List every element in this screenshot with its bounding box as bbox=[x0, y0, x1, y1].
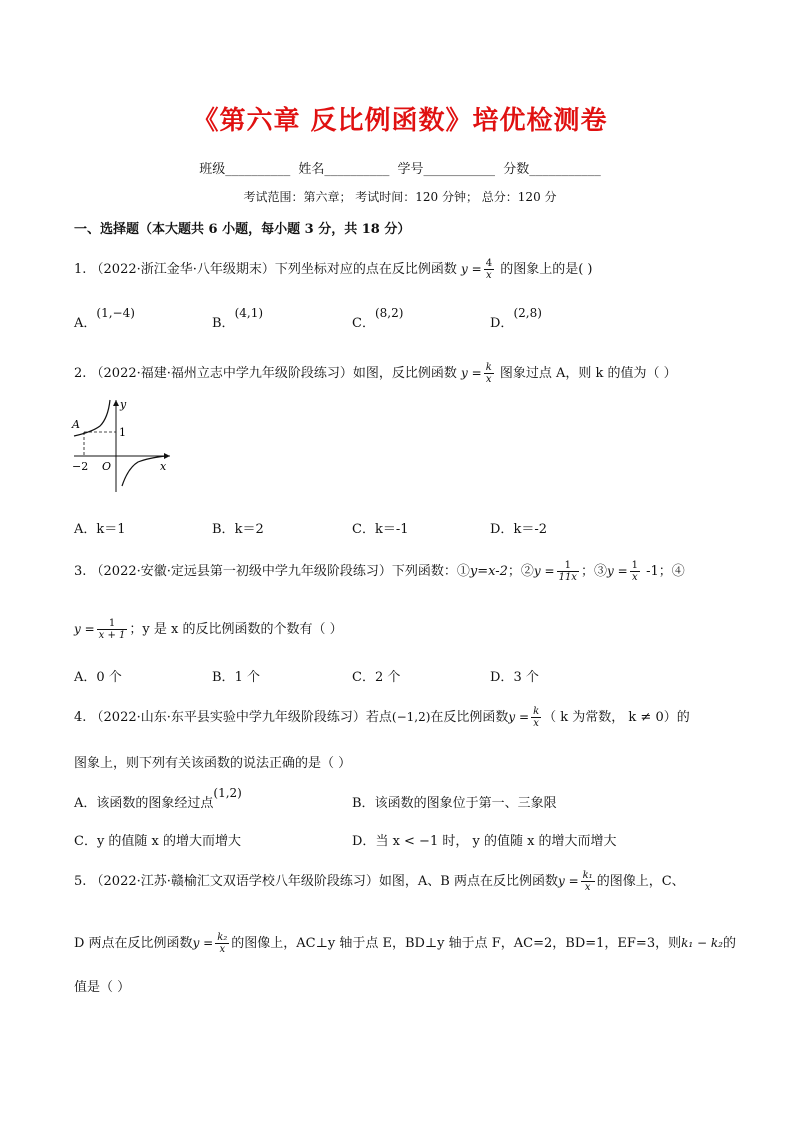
question-5-line-2: D 两点在反比例函数y = $\frac{\text{k₂}}{x}$ 的图像上，AC⊥y 轴于点 E，BD⊥y 轴于点 F，AC=2，BD=1，EF=3，则k₁ − k₂的 bbox=[74, 932, 736, 955]
q1-option-c[interactable]: C．(8,2) bbox=[352, 306, 404, 331]
q2-graph bbox=[70, 396, 180, 496]
q4-option-d[interactable]: D．当 x < −1 时， y 的值随 x 的增大而增大 bbox=[352, 834, 617, 849]
question-3-line-2: y = $\frac{1}{x + 1}$ ；y 是 x 的反比例函数的个数有（ ） bbox=[74, 618, 343, 641]
origin-label: O bbox=[102, 460, 112, 473]
q1-option-a[interactable]: A．(1,−4) bbox=[74, 306, 135, 331]
q1-text: 1. （2022·浙江金华·八年级期末）下列坐标对应的点在反比例函数 bbox=[74, 262, 457, 277]
q3-fraction-3: $\frac{1}{x}$ bbox=[631, 560, 638, 583]
question-2: 2. （2022·福建·福州立志中学九年级阶段练习）如图，反比例函数 y = $\frac{k}{x}$ 图象过点 A，则 k 的值为（ ） bbox=[74, 362, 677, 385]
q3-fraction-2: $\frac{1}{11x}$ bbox=[558, 560, 577, 583]
exam-meta-line: 考试范围：第六章； 考试时间：120 分钟； 总分：120 分 bbox=[243, 190, 557, 204]
section-heading: 一、选择题（本大题共 6 小题，每小题 3 分，共 18 分） bbox=[74, 222, 411, 237]
question-4: 4. （2022·山东·东平县实验中学九年级阶段练习）若点(−1,2)在反比例函数y = $\frac{k}{x}$ （ k 为常数， k ≠ 0）的 bbox=[74, 706, 690, 729]
tick-one-label: 1 bbox=[119, 426, 126, 439]
question-5: 5. （2022·江苏·赣榆汇文双语学校八年级阶段练习）如图，A、B 两点在反比例函数y = $\frac{\text{k₁}}{x}$ 的图像上，C、 bbox=[74, 870, 685, 893]
q2-option-a[interactable]: A．k＝1 bbox=[74, 522, 126, 537]
question-3: 3. （2022·安徽·定远县第一初级中学九年级阶段练习）下列函数：①y=x-2；②y = $\frac{1}{11x}$ ；③y = $\frac{1}{x}$ -1；④ bbox=[74, 560, 685, 583]
q1-option-b[interactable]: B．(4,1) bbox=[212, 306, 264, 331]
q2-option-c[interactable]: C．k＝-1 bbox=[352, 522, 409, 537]
q2-fraction: $\frac{k}{x}$ bbox=[485, 362, 492, 385]
q2-option-b[interactable]: B．k＝2 bbox=[212, 522, 264, 537]
student-info-line: 班级__________ 姓名__________ 学号___________ 分数___________ bbox=[199, 162, 601, 177]
q3-fraction-4: $\frac{1}{x + 1}$ bbox=[98, 618, 126, 641]
q4-option-c[interactable]: C．y 的值随 x 的增大而增大 bbox=[74, 834, 242, 849]
q3-option-a[interactable]: A．0 个 bbox=[74, 670, 122, 685]
q5-fraction-1: $\frac{\text{k₁}}{x}$ bbox=[582, 870, 593, 893]
q2-text: 2. （2022·福建·福州立志中学九年级阶段练习）如图，反比例函数 bbox=[74, 366, 457, 381]
q1-suffix: 的图象上的是( ) bbox=[500, 262, 593, 277]
page-title: 《第六章 反比例函数》培优检测卷 bbox=[192, 106, 608, 136]
q3-option-c[interactable]: C．2 个 bbox=[352, 670, 401, 685]
question-4-line-2: 图象上，则下列有关该函数的说法正确的是（ ） bbox=[74, 756, 352, 771]
question-1: 1. （2022·浙江金华·八年级期末）下列坐标对应的点在反比例函数 y = $\frac{4}{x}$ 的图象上的是( ) bbox=[74, 258, 593, 281]
tick-neg2-label: −2 bbox=[72, 460, 89, 473]
q4-fraction: $\frac{k}{x}$ bbox=[533, 706, 540, 729]
q4-option-b[interactable]: B．该函数的图象位于第一、三象限 bbox=[352, 796, 557, 811]
q3-option-d[interactable]: D．3 个 bbox=[490, 670, 539, 685]
point-a-label: A bbox=[72, 418, 80, 431]
q2-option-d[interactable]: D．k＝-2 bbox=[490, 522, 547, 537]
x-axis-label: x bbox=[160, 460, 167, 473]
question-5-line-3: 值是（ ） bbox=[74, 980, 131, 995]
q5-fraction-2: $\frac{\text{k₂}}{x}$ bbox=[217, 932, 228, 955]
q2-suffix: 图象过点 A，则 k 的值为（ ） bbox=[499, 366, 677, 381]
q4-option-a[interactable]: A．该函数的图象经过点(1,2) bbox=[74, 786, 242, 811]
q1-option-d[interactable]: D．(2,8) bbox=[490, 306, 542, 331]
q3-option-b[interactable]: B．1 个 bbox=[212, 670, 260, 685]
y-axis-label: y bbox=[120, 398, 127, 411]
q1-fraction: $\frac{4}{x}$ bbox=[485, 258, 493, 281]
